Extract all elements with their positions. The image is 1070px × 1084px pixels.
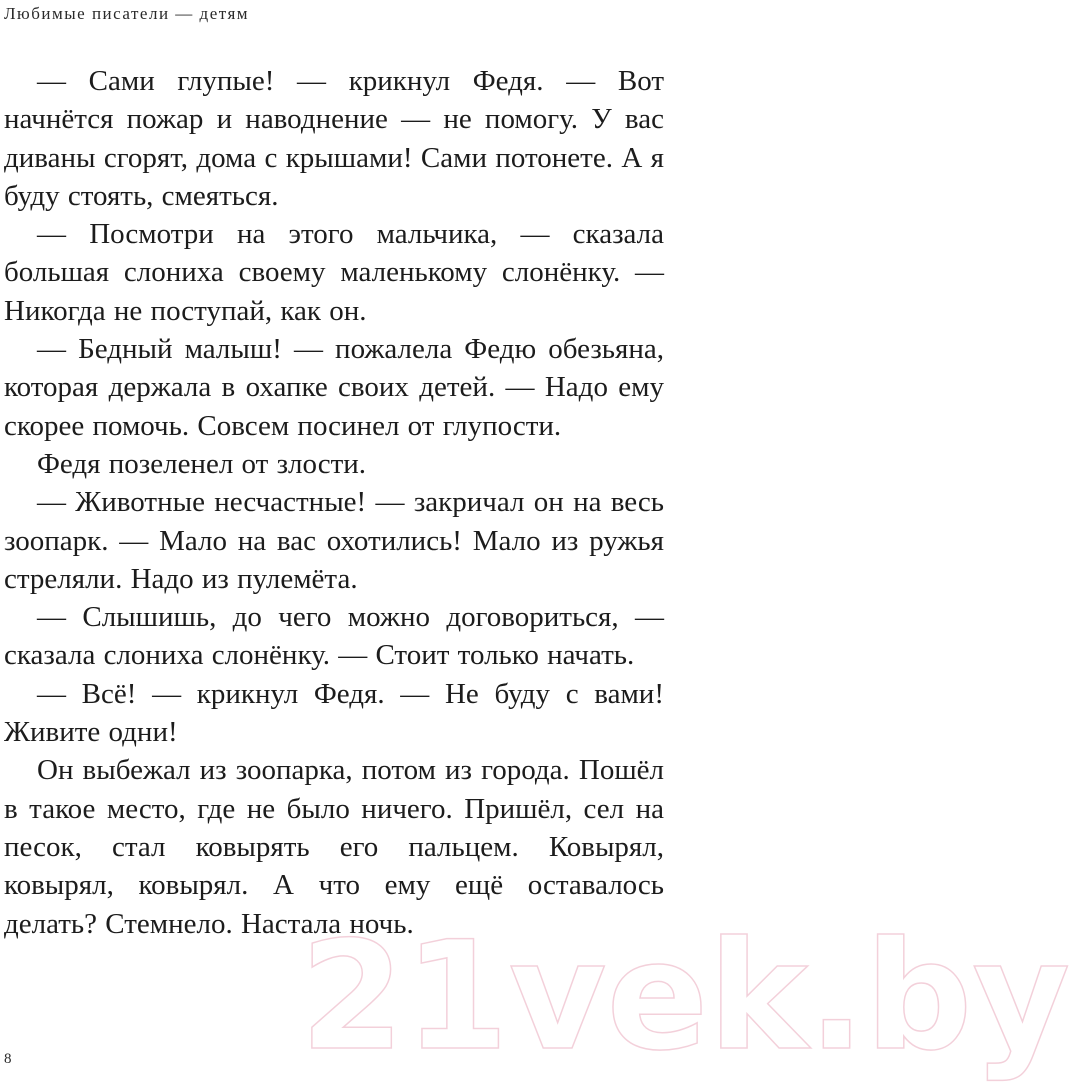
watermark-logo: 21vek.by [300,910,1070,1084]
paragraph: — Бедный малыш! — пожалела Федю обезьяна, которая держала в охапке своих детей. — Надо ему скорее помочь. Совсем посинел от глупости. [4,333,664,442]
page-text [4,62,664,943]
paragraph: — Животные несчастные! — закричал он на весь зоопарк. — Мало на вас охотились! Мало из ружья стреляли. Надо из пулемёта. [4,486,664,595]
paragraph: Федя позеленел от злости. [37,447,367,480]
paragraph: Он выбежал из зоопарка, потом из города. Пошёл в такое место, где не было ничего. Пришёл, сел на песок, стал ковырять его пальцем. Ковырял, ковырял, ковырял. А что ему ещё оставалось делать? Стемнело. Настала ночь. [4,754,664,940]
paragraph: — Слышишь, до чего можно договориться, — сказала слониха слонёнку. — Стоит только начать. [4,601,664,672]
running-head: Любимые писатели — детям [4,4,250,23]
paragraph: — Сами глупые! — крикнул Федя. — Вот начнётся пожар и наводнение — не помогу. У вас диваны сгорят, дома с крышами! Сами потонете. А я буду стоять, смеяться. [4,65,664,212]
paragraph: — Всё! — крикнул Федя. — Не буду с вами! Живите одни! [4,677,664,749]
paragraph: — Посмотри на этого мальчика, — сказала большая слониха своему маленькому слонёнку. — Никогда не поступай, как он. [4,218,664,327]
page-number: 8 [4,1051,12,1067]
